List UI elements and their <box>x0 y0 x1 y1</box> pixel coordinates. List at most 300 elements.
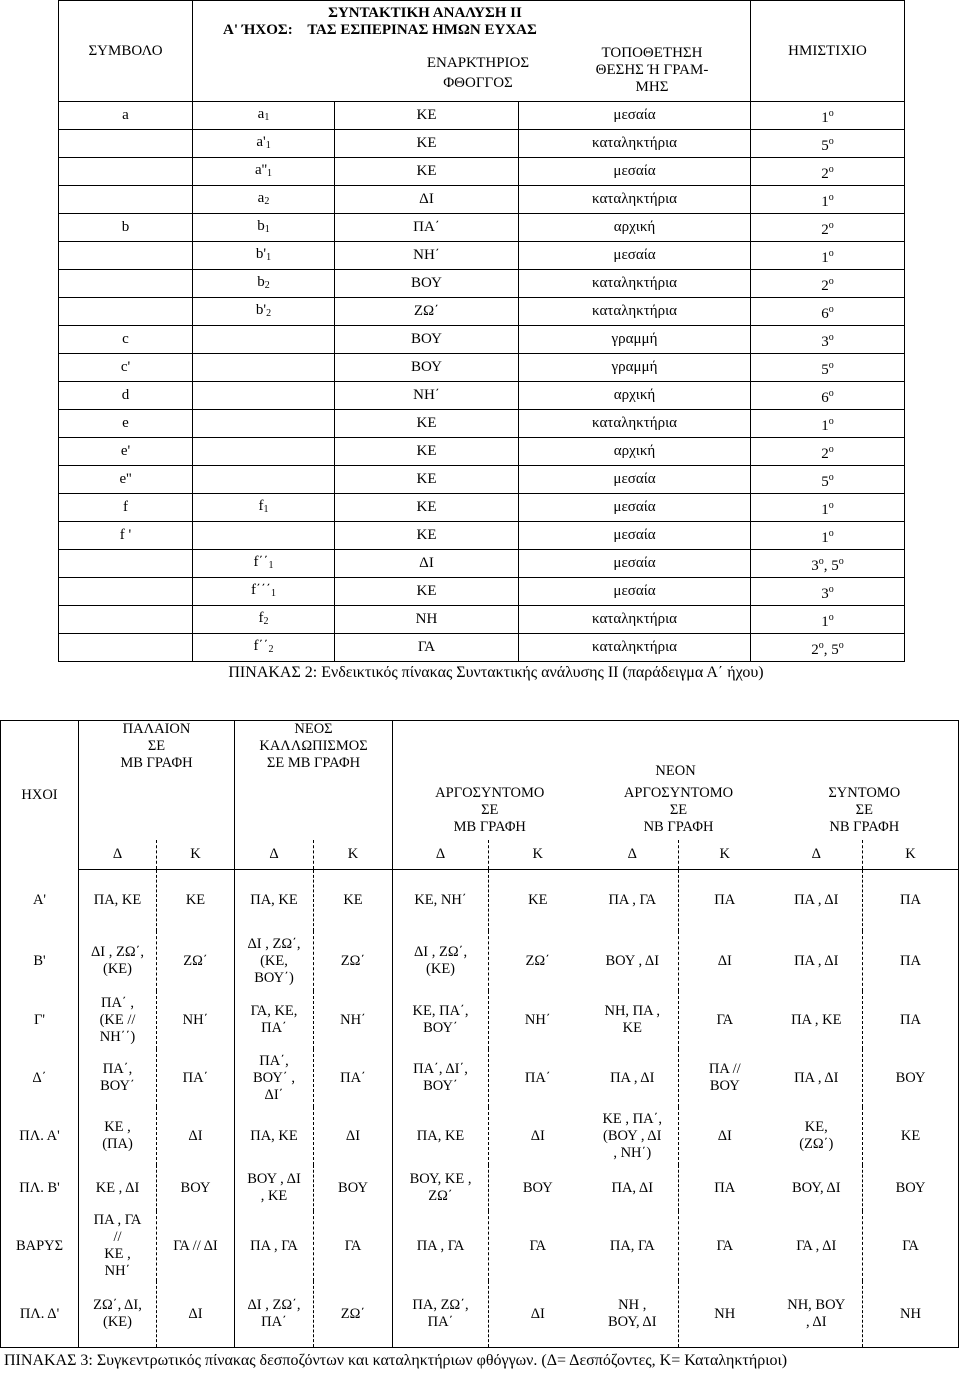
topothetisi-line1: ΤΟΠΟΘΕΤΗΣΗ <box>601 45 703 61</box>
initial-tone-text: ΚΕ <box>416 443 437 459</box>
tone-text: ΠΑ , ΔΙ <box>794 952 839 969</box>
initial-tone-text: ΒΟΥ <box>411 359 442 375</box>
initial-tone-text: ΝΗ΄ <box>413 387 440 403</box>
initial-tone-text: ΚΕ <box>416 499 437 515</box>
table1-title <box>223 5 593 39</box>
hemistich-cell <box>751 214 905 242</box>
col-header-palaion <box>79 721 235 841</box>
tone-text: ΚΕ, ΠΑ΄, ΒΟΥ΄ <box>412 1003 469 1036</box>
imistichio-label: ΗΜΙΣΤΙΧΙΟ <box>788 42 867 59</box>
hemistich-cell <box>751 606 905 634</box>
palaion-line1: ΠΑΛΑΙΟΝ <box>122 721 191 737</box>
symbol-text: e' <box>120 443 131 459</box>
symbol-cell <box>59 130 193 158</box>
subsymbol-text: f΄΄ <box>253 553 269 570</box>
hemistich-cell <box>751 270 905 298</box>
final-tone-cell <box>863 1281 959 1348</box>
final-tone-cell <box>157 991 235 1049</box>
table2-row <box>1 1107 959 1165</box>
dominant-tone-cell <box>587 869 679 931</box>
final-tone-cell <box>489 1165 587 1211</box>
initial-tone-text: ΝΗ <box>415 611 438 627</box>
initial-tone-cell <box>335 298 519 326</box>
position-text: μεσαία <box>613 247 656 263</box>
echos-label: Γ' <box>34 1011 45 1028</box>
subsymbol-text: f <box>258 497 264 514</box>
dk-label: Δ <box>269 845 279 862</box>
position-text: μεσαία <box>613 107 656 123</box>
tone-text: ΠΑ, ΚΕ <box>250 1127 298 1144</box>
echos-cell <box>1 1281 79 1348</box>
hemistich-cell <box>751 634 905 662</box>
subsymbol-cell <box>193 130 335 158</box>
tone-text: ΓΑ, ΚΕ, ΠΑ΄ <box>250 1003 298 1036</box>
subsymbol-cell <box>193 354 335 382</box>
tone-text: ΚΕ , (ΠΑ) <box>102 1119 133 1152</box>
hemistich-cell <box>751 354 905 382</box>
subsymbol-cell <box>193 494 335 522</box>
subsymbol-text: b' <box>255 245 267 262</box>
col-header-topothetisi <box>567 45 737 96</box>
table2-row <box>1 1281 959 1348</box>
final-tone-cell <box>314 1211 393 1281</box>
tone-text: ΠΑ, ΚΕ <box>250 891 298 908</box>
subsymbol-index: 1 <box>266 251 272 263</box>
tone-text: ΒΟΥ , ΔΙ <box>605 952 660 969</box>
tone-text: ΠΑ΄ <box>340 1069 366 1086</box>
tone-text: ΔΙ , ΖΩ΄, ΠΑ΄ <box>247 1297 301 1330</box>
tone-text: ΚΕ <box>343 891 363 908</box>
table1-row <box>59 298 905 326</box>
dominant-tone-cell <box>771 1049 863 1107</box>
initial-tone-text: ΚΕ <box>416 471 437 487</box>
initial-tone-cell <box>335 550 519 578</box>
table1-row <box>59 382 905 410</box>
dominant-tone-cell <box>771 1107 863 1165</box>
hemistich-number: 3 <box>821 585 829 602</box>
table1-row <box>59 606 905 634</box>
echos-cell <box>1 991 79 1049</box>
tone-text: ΚΕ <box>528 891 548 908</box>
position-text: καταληκτήρια <box>592 135 677 151</box>
hemistich-ordinal: ο <box>828 359 834 371</box>
tone-text: ΚΕ , ΔΙ <box>95 1179 140 1196</box>
dominant-tone-cell <box>587 991 679 1049</box>
hemistich-ordinal: ο <box>828 303 834 315</box>
symbol-cell <box>59 158 193 186</box>
tone-text: ΝΗ, ΒΟΥ , ΔΙ <box>787 1297 846 1330</box>
dk-label: Κ <box>905 845 916 862</box>
dominant-tone-cell <box>235 931 314 991</box>
table2-caption-text: ΠΙΝΑΚΑΣ 3: Συγκεντρωτικός πίνακας δεσποζόντων και καταληκτήριων φθόγγων. (Δ= Δεσπόζοντες, Κ= Καταληκτήριοι) <box>4 1352 788 1369</box>
initial-tone-cell <box>335 466 519 494</box>
hemistich-number: 1 <box>821 249 829 266</box>
initial-tone-cell <box>335 634 519 662</box>
final-tone-cell <box>489 1211 587 1281</box>
initial-tone-text: ΖΩ΄ <box>413 303 440 319</box>
arg-mb-line3: ΜΒ ΓΡΑΦΗ <box>453 819 526 836</box>
neos-line3: ΣΕ ΜΒ ΓΡΑΦΗ <box>266 755 361 771</box>
hemistich-ordinal: ο <box>828 583 834 595</box>
final-tone-cell <box>157 1049 235 1107</box>
position-text: γραμμή <box>611 359 658 375</box>
dominant-tone-cell <box>587 1107 679 1165</box>
subsymbol-cell <box>193 550 335 578</box>
hemistich-cell <box>751 130 905 158</box>
symbol-cell <box>59 326 193 354</box>
position-text: γραμμή <box>611 331 658 347</box>
position-cell <box>519 102 751 130</box>
position-cell <box>519 410 751 438</box>
dominant-tone-cell <box>587 1165 679 1211</box>
symbol-cell <box>59 102 193 130</box>
hemistich-number: 1 <box>821 613 829 630</box>
position-cell <box>519 270 751 298</box>
synt-line3: ΝΒ ΓΡΑΦΗ <box>829 819 900 836</box>
final-tone-cell <box>679 1211 771 1281</box>
tone-text: ΓΑ <box>529 1237 547 1254</box>
initial-tone-text: ΚΕ <box>416 163 437 179</box>
dk-label: Κ <box>719 845 730 862</box>
tone-text: ΓΑ // ΔΙ <box>173 1237 218 1254</box>
final-tone-cell <box>679 1049 771 1107</box>
final-tone-cell <box>314 1107 393 1165</box>
subsymbol-index: 2 <box>266 307 272 319</box>
tone-text: ΚΕ <box>185 891 206 908</box>
subsymbol-index: 2 <box>263 615 269 627</box>
tone-text: ΖΩ΄ <box>340 1305 366 1322</box>
synt-line1: ΣΥΝΤΟΜΟ <box>828 785 901 802</box>
dk-k <box>679 840 771 869</box>
subsymbol-index: 2 <box>264 279 270 291</box>
neos-line1: ΝΕΟΣ <box>294 721 333 737</box>
hemistich-cell <box>751 550 905 578</box>
dominant-tone-cell <box>393 1211 489 1281</box>
final-tone-cell <box>863 1211 959 1281</box>
symbol-cell <box>59 410 193 438</box>
dk-label: Κ <box>347 845 359 862</box>
table1-row <box>59 326 905 354</box>
hemistich-ordinal: ο <box>828 247 834 259</box>
final-tone-cell <box>489 1281 587 1348</box>
dominant-tone-cell <box>587 1281 679 1348</box>
position-cell <box>519 438 751 466</box>
dominant-tone-cell <box>587 1211 679 1281</box>
subsymbol-cell <box>193 298 335 326</box>
dk-d <box>235 840 314 869</box>
final-tone-cell <box>157 869 235 931</box>
tone-text: ΓΑ <box>902 1237 919 1254</box>
symbol-cell <box>59 550 193 578</box>
position-text: αρχική <box>613 219 656 235</box>
initial-tone-cell <box>335 242 519 270</box>
hemistich-ordinal-2: ο <box>838 555 844 567</box>
final-tone-cell <box>489 931 587 991</box>
tone-text: ΚΕ, ΝΗ΄ <box>414 891 467 908</box>
initial-tone-text: ΠΑ΄ <box>413 219 440 235</box>
echos-label: Β' <box>33 952 46 969</box>
dominant-tone-cell <box>79 991 157 1049</box>
tone-text: ΔΙ <box>188 1305 203 1322</box>
symbol-cell <box>59 214 193 242</box>
tone-text: ΠΑ , ΔΙ <box>794 1069 839 1086</box>
subsymbol-cell <box>193 382 335 410</box>
subsymbol-cell <box>193 634 335 662</box>
table2-row <box>1 869 959 931</box>
table1-row <box>59 158 905 186</box>
symbol-text: a <box>122 107 129 123</box>
symbol-cell <box>59 298 193 326</box>
hemistich-cell <box>751 410 905 438</box>
position-cell <box>519 354 751 382</box>
tone-text: ΒΟΥ , ΔΙ , ΚΕ <box>247 1171 301 1204</box>
symbol-text: c' <box>120 359 131 375</box>
position-text: καταληκτήρια <box>592 611 677 627</box>
table1-header-row <box>59 1 905 102</box>
final-tone-cell <box>679 1281 771 1348</box>
hemistich-ordinal: ο <box>828 135 834 147</box>
table2-row <box>1 1211 959 1281</box>
hemistich-ordinal: ο <box>828 163 834 175</box>
hemistich-number: 6 <box>821 305 829 322</box>
hemistich-ordinal: ο <box>828 107 834 119</box>
final-tone-cell <box>489 1049 587 1107</box>
table1-row <box>59 438 905 466</box>
table2-dk-row <box>1 840 959 869</box>
subsymbol-index: 1 <box>265 139 271 151</box>
table1-row <box>59 550 905 578</box>
ichoi-label: ΗΧΟΙ <box>21 786 58 803</box>
tone-text: ΔΙ , ΖΩ΄, (ΚΕ) <box>90 944 145 977</box>
final-tone-cell <box>314 931 393 991</box>
subsymbol-cell <box>193 214 335 242</box>
echos-label: ΠΛ. Δ' <box>19 1305 60 1322</box>
hemistich-ordinal: ο <box>828 219 834 231</box>
tone-text: ΖΩ΄ <box>525 952 550 969</box>
enarktirios-line2: ΦΘΟΓΓΟΣ <box>443 75 513 91</box>
initial-tone-text: ΔΙ <box>419 191 434 207</box>
table1-row <box>59 494 905 522</box>
col-header-neon <box>393 721 959 782</box>
dominant-tone-cell <box>79 869 157 931</box>
tone-text: ΒΟΥ <box>338 1179 368 1196</box>
hemistich-number: 2 <box>821 277 829 294</box>
dk-label: Δ <box>811 845 821 862</box>
arg-nb-line3: ΝΒ ΓΡΑΦΗ <box>643 819 714 836</box>
dominant-tone-cell <box>79 931 157 991</box>
dominant-tone-cell <box>235 1211 314 1281</box>
dk-label: Κ <box>190 845 201 862</box>
hemistich-ordinal-2: ο <box>838 639 844 651</box>
subsymbol-index: 1 <box>267 167 273 179</box>
neon-label: ΝΕΟΝ <box>655 762 696 779</box>
initial-tone-cell <box>335 214 519 242</box>
col-header-imistichio <box>751 1 905 102</box>
initial-tone-text: ΔΙ <box>419 555 434 571</box>
tone-text: ΓΑ <box>344 1237 362 1254</box>
hemistich-cell <box>751 466 905 494</box>
table1-row <box>59 102 905 130</box>
dominant-tone-cell <box>393 1165 489 1211</box>
position-cell <box>519 550 751 578</box>
subsymbol-cell <box>193 606 335 634</box>
symbol-cell <box>59 494 193 522</box>
tone-text: ΝΗ <box>900 1305 921 1322</box>
subsymbol-cell <box>193 158 335 186</box>
dominant-tone-cell <box>771 991 863 1049</box>
table1-row <box>59 130 905 158</box>
dk-k <box>863 840 959 869</box>
col-header-arg-nb <box>587 782 771 841</box>
hemistich-number: 3 <box>811 557 819 574</box>
position-cell <box>519 186 751 214</box>
subsymbol-cell <box>193 270 335 298</box>
col-header-arg-mb <box>393 782 587 841</box>
final-tone-cell <box>157 1281 235 1348</box>
position-cell <box>519 466 751 494</box>
topothetisi-line2: ΘΕΣΗΣ Ή ΓΡΑΜ- <box>595 62 709 78</box>
tone-text: ΒΟΥ, ΚΕ , ΖΩ΄ <box>409 1171 472 1204</box>
subsymbol-text: f΄΄ <box>253 637 269 654</box>
final-tone-cell <box>679 1165 771 1211</box>
table1-caption <box>0 664 960 682</box>
col-header-enarktirios <box>383 53 573 93</box>
position-cell <box>519 298 751 326</box>
subsymbol-cell <box>193 578 335 606</box>
dk-label: Δ <box>112 845 123 862</box>
tone-text: ΖΩ΄ <box>340 952 366 969</box>
tone-text: ΖΩ΄, ΔΙ, (ΚΕ) <box>93 1297 142 1330</box>
position-text: αρχική <box>613 387 656 403</box>
dominant-tone-cell <box>235 1049 314 1107</box>
initial-tone-cell <box>335 494 519 522</box>
tone-text: ΠΑ , ΔΙ <box>794 891 839 908</box>
final-tone-cell <box>157 1165 235 1211</box>
dominant-tone-cell <box>393 1107 489 1165</box>
initial-tone-text: ΓΑ <box>417 639 436 655</box>
tone-text: ΠΑ΄, ΒΟΥ΄ <box>100 1061 135 1094</box>
final-tone-cell <box>863 931 959 991</box>
table1-caption-text: ΠΙΝΑΚΑΣ 2: Ενδεικτικός πίνακας Συντακτικής ανάλυσης ΙΙ (παράδειγμα Α΄ ήχου) <box>228 664 764 681</box>
enarktirios-line1: ΕΝΑΡΚΤΗΡΙΟΣ <box>426 55 530 71</box>
position-text: μεσαία <box>613 527 656 543</box>
dk-label: Κ <box>532 845 543 862</box>
position-cell <box>519 606 751 634</box>
subsymbol-text: b <box>257 217 265 234</box>
table1-row <box>59 354 905 382</box>
synt-line2: ΣΕ <box>855 802 873 819</box>
hemistich-ordinal: ο <box>828 415 834 427</box>
hemistich-number-2: , 5 <box>823 557 839 574</box>
hemistich-ordinal: ο <box>828 471 834 483</box>
table1-row <box>59 186 905 214</box>
hemistich-cell <box>751 494 905 522</box>
table1-row <box>59 634 905 662</box>
table2-row <box>1 1165 959 1211</box>
hemistich-cell <box>751 382 905 410</box>
symbol-text: f <box>123 499 128 515</box>
tone-text: ΠΑ, ΔΙ <box>611 1179 654 1196</box>
symbolo-label: ΣΥΜΒΟΛΟ <box>88 42 163 59</box>
tone-text: ΔΙ <box>717 952 732 969</box>
dominant-tone-cell <box>235 1281 314 1348</box>
subsymbol-text: a' <box>256 133 266 150</box>
position-text: καταληκτήρια <box>592 415 677 431</box>
tone-text: ΝΗ , ΒΟΥ, ΔΙ <box>607 1297 657 1330</box>
symbol-text: e <box>122 415 129 431</box>
tone-text: ΠΑ <box>900 891 921 908</box>
arg-nb-line2: ΣΕ <box>669 802 688 819</box>
col-header-neos <box>235 721 393 841</box>
tone-text: ΠΑ <box>714 891 736 908</box>
tone-text: ΔΙ <box>530 1127 545 1144</box>
final-tone-cell <box>863 1107 959 1165</box>
dominant-tone-cell <box>771 869 863 931</box>
hemistich-cell <box>751 242 905 270</box>
table1-row <box>59 270 905 298</box>
symbol-text: f ' <box>119 527 132 543</box>
dk-k <box>489 840 587 869</box>
subsymbol-cell <box>193 102 335 130</box>
position-text: μεσαία <box>613 499 656 515</box>
tone-text: ΠΑ, ΚΕ <box>416 1127 465 1144</box>
tone-text: ΠΑ <box>900 1011 921 1028</box>
tone-text: ΠΑ , ΓΑ <box>250 1237 298 1254</box>
tone-text: ΠΑ , ΓΑ <box>608 891 657 908</box>
hemistich-number: 2 <box>821 445 829 462</box>
symbol-cell <box>59 242 193 270</box>
echos-label: ΠΛ. Α' <box>19 1127 60 1144</box>
position-cell <box>519 158 751 186</box>
symbol-cell <box>59 186 193 214</box>
echos-label: ΠΛ. Β' <box>19 1179 60 1196</box>
tone-text: ΔΙ , ΖΩ΄, (ΚΕ, ΒΟΥ΄) <box>247 935 301 986</box>
table1-row <box>59 410 905 438</box>
tone-text: ΝΗ΄ <box>340 1011 366 1028</box>
tone-text: ΚΕ, (ΖΩ΄) <box>799 1119 834 1152</box>
final-tone-cell <box>314 869 393 931</box>
tone-text: ΒΟΥ, ΔΙ <box>791 1179 841 1196</box>
final-tone-cell <box>489 991 587 1049</box>
dominant-tone-cell <box>771 1211 863 1281</box>
arg-nb-line1: ΑΡΓΟΣΥΝΤΟΜΟ <box>623 785 734 802</box>
tone-text: ΓΑ , ΔΙ <box>796 1237 837 1254</box>
initial-tone-cell <box>335 578 519 606</box>
hemistich-number: 2 <box>821 221 829 238</box>
symbol-cell <box>59 578 193 606</box>
subsymbol-cell <box>193 466 335 494</box>
hemistich-number: 1 <box>821 501 829 518</box>
hemistich-cell <box>751 522 905 550</box>
syntax-analysis-table <box>58 0 905 662</box>
hemistich-ordinal: ο <box>828 611 834 623</box>
position-cell <box>519 242 751 270</box>
symbol-cell <box>59 634 193 662</box>
table1-title-line2: Α' ΉΧΟΣ: ΤΑΣ ΕΣΠΕΡΙΝΑΣ ΗΜΩΝ ΕΥΧΑΣ <box>223 22 537 38</box>
initial-tone-text: ΚΕ <box>416 583 437 599</box>
table1-row <box>59 242 905 270</box>
hemistich-ordinal: ο <box>828 331 834 343</box>
hemistich-ordinal: ο <box>828 443 834 455</box>
position-text: καταληκτήρια <box>592 639 677 655</box>
hemistich-cell <box>751 298 905 326</box>
symbol-text: e'' <box>119 471 132 487</box>
dk-k <box>314 840 393 869</box>
table1-row <box>59 466 905 494</box>
position-text: καταληκτήρια <box>592 303 677 319</box>
symbol-text: c <box>122 331 129 347</box>
table2-row <box>1 931 959 991</box>
